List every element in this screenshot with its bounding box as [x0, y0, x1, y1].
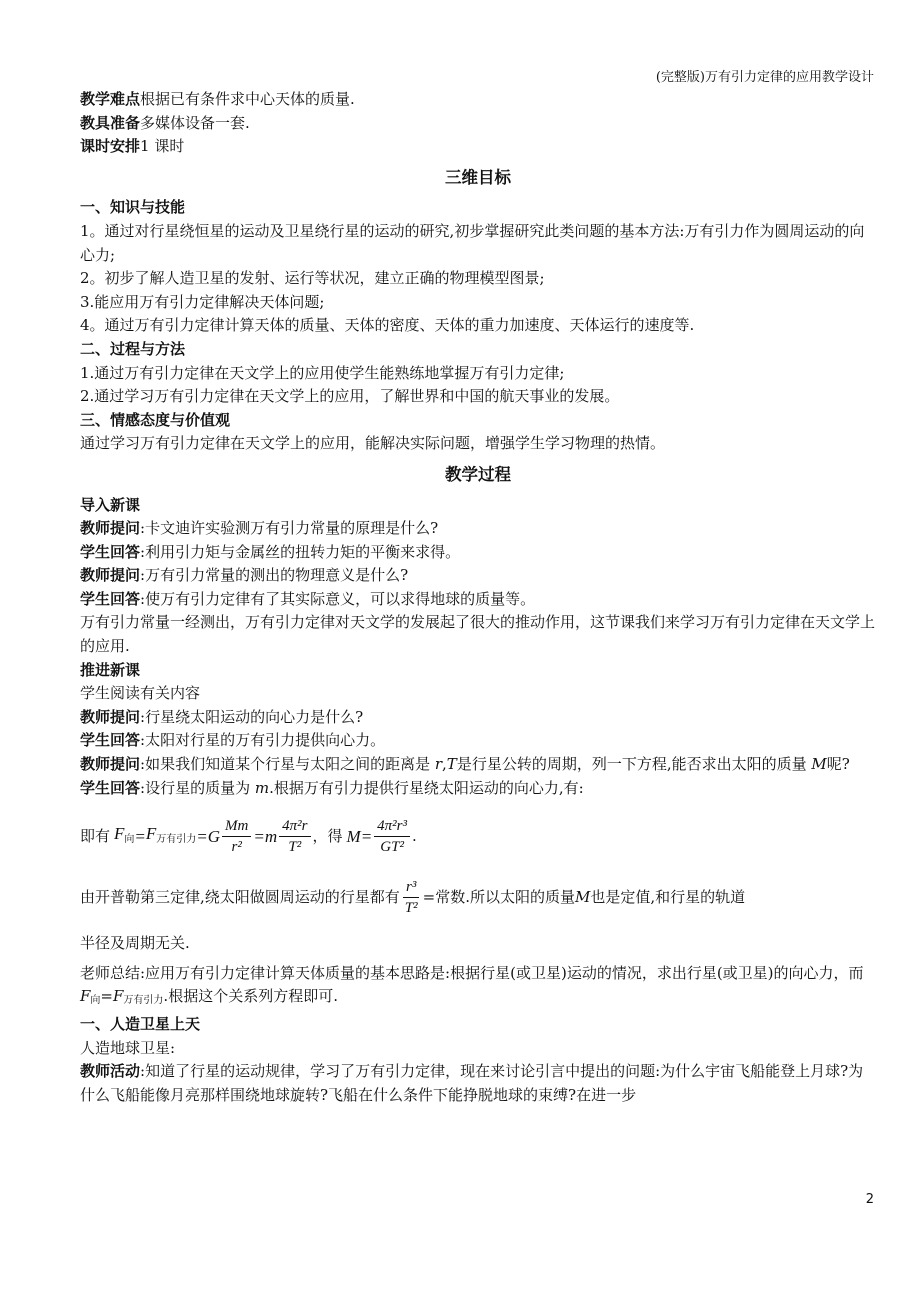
dialog-a2: 学生回答:使万有引力定律有了其实际意义，可以求得地球的质量等。 — [80, 589, 536, 608]
heading-process: 二、过程与方法 — [80, 339, 186, 358]
heading-new-lesson: 推进新课 — [80, 660, 141, 679]
schedule-line: 课时安排1 课时 — [80, 137, 185, 156]
kepler-paragraph: 由开普勒第三定律,绕太阳做圆周运动的行星都有 $\frac{\text{r³}}{\text{T²}}$ =常数.所以太阳的质量 M 也是定值,和行星的轨道 — [80, 879, 746, 917]
heading-emotion: 三、情感态度与价值观 — [80, 410, 231, 429]
dialog-q4: 教师提问:如果我们知道某个行星与太阳之间的距离是 r,T是行星公转的周期，列一下方程,能否求出太阳的质量 M呢? — [80, 755, 850, 774]
difficulty-line: 教学难点根据已有条件求中心天体的质量. — [80, 90, 355, 108]
section-title-goals: 三维目标 — [445, 167, 511, 187]
heading-knowledge: 一、知识与技能 — [80, 198, 186, 217]
dialog-a4: 学生回答:设行星的质量为 m.根据万有引力提供行星绕太阳运动的向心力,有: — [80, 778, 584, 797]
page-header: (完整版)万有引力定律的应用教学设计 — [655, 70, 874, 85]
heading-satellite: 一、人造卫星上天 — [80, 1015, 201, 1033]
process-item-2: 2.通过学习万有引力定律在天文学上的应用，了解世界和中国的航天事业的发展。 — [80, 387, 620, 406]
read-line: 学生阅读有关内容 — [80, 684, 201, 703]
knowledge-item-3: 3.能应用万有引力定律解决天体问题; — [80, 292, 325, 311]
tools-line: 教具准备多媒体设备一套. — [80, 113, 250, 132]
dialog-q2: 教师提问:万有引力常量的测出的物理意义是什么? — [80, 566, 409, 585]
satellite-line: 人造地球卫星: — [80, 1038, 176, 1057]
knowledge-item-2: 2。初步了解人造卫星的发射、运行等状况，建立正确的物理模型图景; — [80, 269, 545, 288]
dialog-a1: 学生回答:利用引力矩与金属丝的扭转力矩的平衡来求得。 — [80, 542, 461, 561]
teacher-activity: 教师活动:知道了行星的运动规律，学习了万有引力定律，现在来讨论引言中提出的问题:为什么宇宙飞船能登上月球?为什么飞船能像月亮那样围绕地球旋转?飞船在什么条件下能挣脱地球的束缚?在进一步 — [80, 1062, 864, 1104]
emotion-item-1: 通过学习万有引力定律在天文学上的应用，能解决实际问题，增强学生学习物理的热情。 — [80, 434, 666, 453]
document-body — [80, 88, 876, 1107]
dialog-q3: 教师提问:行星绕太阳运动的向心力是什么? — [80, 707, 364, 726]
section-title-process: 教学过程 — [445, 464, 511, 484]
knowledge-item-1: 1。通过对行星绕恒星的运动及卫星绕行星的运动的研究,初步掌握研究此类问题的基本方法:万有引力作为圆周运动的向心力; — [80, 221, 865, 264]
transition-paragraph: 万有引力常量一经测出，万有引力定律对天文学的发展起了很大的推动作用，这节课我们来学习万有引力定律在天文学上的应用. — [80, 613, 876, 656]
kepler-paragraph-cont: 半径及周期无关. — [80, 934, 190, 953]
mass-formula: 即有 $F_向$ = $F_{万有引力}$ = G $\frac{Mm}{\text{r²}}$ = m $\frac{\text{4π²r}}{\text{T²}}$ ，得 M = $\frac{\text{4π²r³}}{\text{GT²}}$ . — [80, 818, 417, 856]
dialog-q1: 教师提问:卡文迪许实验测万有引力常量的原理是什么? — [80, 519, 439, 538]
dialog-a3: 学生回答:太阳对行星的万有引力提供向心力。 — [80, 731, 386, 750]
page-number: 2 — [865, 1192, 874, 1207]
process-item-1: 1.通过万有引力定律在天文学上的应用使学生能熟练地掌握万有引力定律; — [80, 363, 565, 382]
knowledge-item-4: 4。通过万有引力定律计算天体的质量、天体的密度、天体的重力加速度、天体运行的速度等. — [80, 316, 695, 335]
heading-lead: 导入新课 — [80, 495, 141, 514]
teacher-summary: 老师总结:应用万有引力定律计算天体质量的基本思路是:根据行星(或卫星)运动的情况，求出行星(或卫星)的向心力，而 F向=F万有引力.根据这个关系列方程即可. — [80, 963, 864, 1007]
